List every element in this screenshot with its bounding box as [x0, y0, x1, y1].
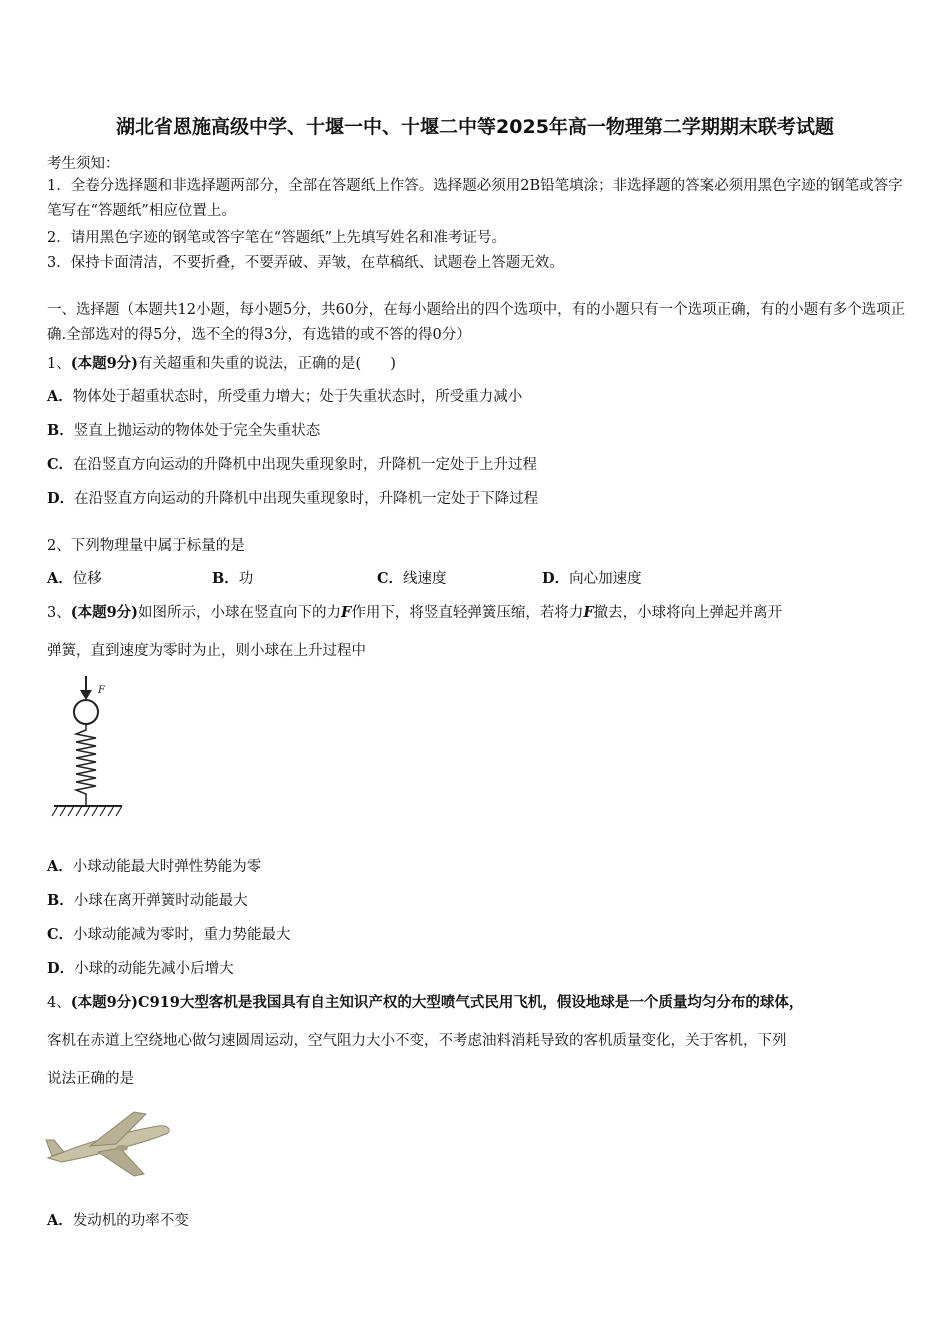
question-4-stem-cont2: 说法正确的是 [47, 1071, 134, 1087]
q2-option-a: A．位移 [47, 570, 102, 587]
question-4-stem-cont1: 客机在赤道上空绕地心做匀速圆周运动，空气阻力大小不变，不考虑油料消耗导致的客机质量变化，关于客机，下列 [47, 1033, 787, 1049]
notice-item-2: 2．请用黑色字迹的钢笔或答字笔在“答题纸”上先填写姓名和准考证号。 [47, 230, 507, 246]
question-2-stem: 2、下列物理量中属于标量的是 [47, 538, 245, 554]
notice-item-1: 1．全卷分选择题和非选择题两部分，全部在答题纸上作答。选择题必须用2B铅笔填涂；非选择题的答案必须用黑色字迹的钢笔或答字笔写在“答题纸”相应位置上。 [47, 178, 903, 219]
notice-item-3: 3．保持卡面清洁，不要折叠，不要弄破、弄皱，在草稿纸、试题卷上答题无效。 [47, 255, 564, 271]
question-number: 1、 [47, 356, 71, 372]
q2-option-d: D．向心加速度 [542, 570, 642, 587]
page-title: 湖北省恩施高级中学、十堰一中、十堰二中等2025年高一物理第二学期期末联考试题 [116, 116, 834, 138]
question-3-stem: 3、(本题9分)如图所示，小球在竖直向下的力F作用下，将竖直轻弹簧压缩，若将力F撤去，小球将向上弹起并离开 [47, 604, 783, 621]
q1-option-c: C．在沿竖直方向运动的升降机中出现失重现象时，升降机一定处于上升过程 [47, 456, 538, 473]
spring [76, 724, 96, 806]
question-text: 有关超重和失重的说法，正确的是( ) [138, 356, 396, 372]
q3-option-d: D．小球的动能先减小后增大 [47, 960, 234, 977]
question-score: (本题9分) [70, 355, 139, 372]
q3-option-a: A．小球动能最大时弹性势能为零 [47, 858, 262, 875]
ground-hatching [52, 806, 122, 816]
q4-option-a: A．发动机的功率不变 [47, 1212, 189, 1229]
question-3-stem-cont: 弹簧，直到速度为零时为止，则小球在上升过程中 [47, 643, 366, 659]
q1-option-b: B．竖直上抛运动的物体处于完全失重状态 [47, 422, 321, 439]
force-arrow-head [80, 690, 92, 700]
question-4-stem: 4、(本题9分)C919大型客机是我国具有自主知识产权的大型喷气式民用飞机，假设地球是一个质量均匀分布的球体， [47, 994, 804, 1011]
ball [74, 700, 98, 724]
airplane-wing-lower [98, 1148, 144, 1176]
q1-option-d: D．在沿竖直方向运动的升降机中出现失重现象时，升降机一定处于下降过程 [47, 490, 539, 507]
airplane-image [42, 1100, 176, 1180]
q1-option-a: A．物体处于超重状态时，所受重力增大；处于失重状态时，所受重力减小 [47, 388, 523, 405]
q2-option-c: C．线速度 [377, 570, 447, 587]
question-1-stem [47, 352, 396, 373]
q2-option-b: B．功 [212, 570, 254, 587]
airplane-engine [116, 1145, 128, 1151]
section-intro: 一、选择题（本题共12小题，每小题5分，共60分，在每小题给出的四个选项中，有的小题只有一个选项正确，有的小题有多个选项正确.全部选对的得5分，选不全的得3分，有选错的或不答的得0分） [47, 302, 906, 343]
spring-ball-figure [44, 672, 128, 824]
notice-heading: 考生须知： [47, 156, 120, 172]
q3-option-b: B．小球在离开弹簧时动能最大 [47, 892, 248, 909]
force-label: F [98, 685, 105, 696]
q3-option-c: C．小球动能减为零时，重力势能最大 [47, 926, 291, 943]
